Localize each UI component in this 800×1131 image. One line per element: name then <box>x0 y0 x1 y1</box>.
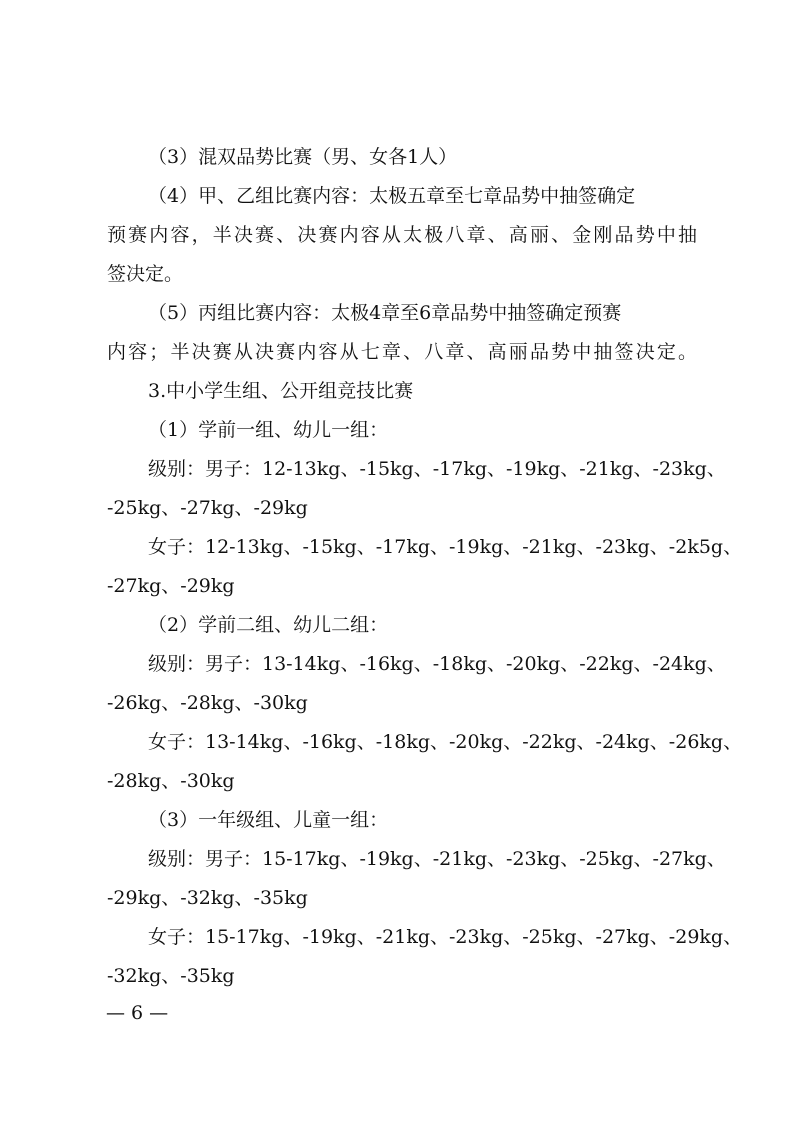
subsection-heading-1: （1）学前一组、幼儿一组： <box>148 419 389 441</box>
paragraph-line-6: 内容；半决赛从决赛内容从七章、八章、高丽品势中抽签决定。 <box>107 341 697 363</box>
weight-class-male-3-cont: -29kg、-32kg、-35kg <box>107 887 308 909</box>
weight-class-male-2-cont: -26kg、-28kg、-30kg <box>107 692 308 714</box>
weight-class-female-2: 女子：13-14kg、-16kg、-18kg、-20kg、-22kg、-24kg、-26kg、 <box>148 731 743 753</box>
paragraph-line-1: （3）混双品势比赛（男、女各1人） <box>148 146 458 168</box>
weight-class-male-3: 级别：男子：15-17kg、-19kg、-21kg、-23kg、-25kg、-27kg、 <box>148 848 726 870</box>
subsection-heading-3: （3）一年级组、儿童一组： <box>148 809 389 831</box>
weight-class-male-1: 级别：男子：12-13kg、-15kg、-17kg、-19kg、-21kg、-23kg、 <box>148 458 726 480</box>
weight-class-male-1-cont: -25kg、-27kg、-29kg <box>107 497 308 519</box>
weight-class-male-2: 级别：男子：13-14kg、-16kg、-18kg、-20kg、-22kg、-24kg、 <box>148 653 726 675</box>
page-number: — 6 — <box>106 1002 169 1024</box>
paragraph-line-5: （5）丙组比赛内容：太极4章至6章品势中抽签确定预赛 <box>148 302 622 324</box>
section-heading: 3.中小学生组、公开组竞技比赛 <box>148 380 414 402</box>
weight-class-female-3-cont: -32kg、-35kg <box>107 965 235 987</box>
weight-class-female-1-cont: -27kg、-29kg <box>107 575 235 597</box>
paragraph-line-2: （4）甲、乙组比赛内容：太极五章至七章品势中抽签确定 <box>148 185 636 207</box>
paragraph-line-3: 预赛内容，半决赛、决赛内容从太极八章、高丽、金刚品势中抽 <box>107 224 697 246</box>
weight-class-female-1: 女子：12-13kg、-15kg、-17kg、-19kg、-21kg、-23kg、-2k5g、 <box>148 536 743 558</box>
subsection-heading-2: （2）学前二组、幼儿二组： <box>148 614 389 636</box>
weight-class-female-2-cont: -28kg、-30kg <box>107 770 235 792</box>
paragraph-line-4: 签决定。 <box>107 263 184 285</box>
weight-class-female-3: 女子：15-17kg、-19kg、-21kg、-23kg、-25kg、-27kg、-29kg、 <box>148 926 743 948</box>
